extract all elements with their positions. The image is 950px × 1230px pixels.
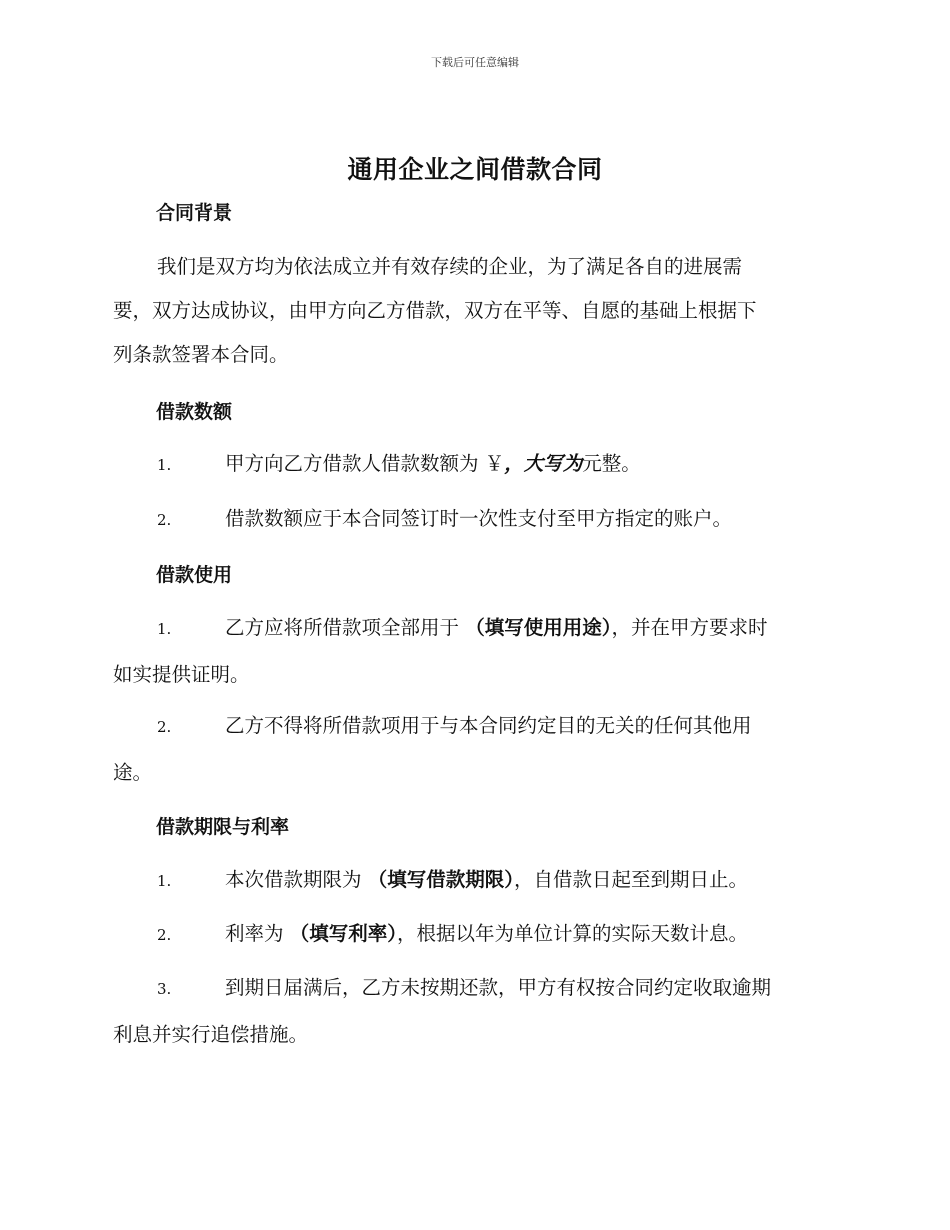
document-title: 通用企业之间借款合同 [347, 155, 603, 184]
list-number: 2. [157, 926, 172, 944]
section-heading-background: 合同背景 [156, 202, 233, 224]
use-restriction-line-2: 途。 [113, 761, 153, 784]
amount-item-1 [113, 441, 843, 488]
rate-text: 利率为 [225, 922, 290, 945]
term-placeholder: （填写借款期限） [367, 868, 514, 891]
list-number: 2. [157, 511, 172, 529]
use-restriction-text: 乙方不得将所借款项用于与本合同约定目的无关的任何其他用 [225, 714, 752, 737]
section-heading-use: 借款使用 [156, 564, 233, 586]
amount-item-2 [113, 496, 843, 543]
amount-unit-text: 元整。 [582, 452, 641, 475]
background-line-2: 要，双方达成协议，由甲方向乙方借款，双方在平等、自愿的基础上根据下 [113, 299, 757, 322]
use-purpose-placeholder: （填写使用用途） [465, 616, 612, 639]
use-text-line-2: 如实提供证明。 [113, 663, 250, 686]
section-heading-term: 借款期限与利率 [156, 816, 290, 838]
use-text: 乙方应将所借款项全部用于 [225, 616, 466, 639]
term-item-1 [113, 857, 843, 904]
section-heading-amount: 借款数额 [156, 401, 233, 423]
list-number: 3. [157, 980, 172, 998]
list-number: 1. [157, 620, 172, 638]
use-item-2 [113, 703, 843, 796]
background-paragraph [113, 245, 843, 377]
list-number: 1. [157, 456, 172, 474]
background-line-3: 列条款签署本合同。 [113, 343, 289, 366]
term-item-3 [113, 965, 843, 1058]
amount-payment-text: 借款数额应于本合同签订时一次性支付至甲方指定的账户。 [225, 507, 733, 530]
list-number: 2. [157, 718, 172, 736]
background-line-1: 我们是双方均为依法成立并有效存续的企业，为了满足各自的进展需 [157, 255, 743, 278]
rate-text-cont: ，根据以年为单位计算的实际天数计息。 [396, 922, 748, 945]
list-number: 1. [157, 872, 172, 890]
term-item-2 [113, 911, 843, 958]
amount-text: 甲方向乙方借款人借款数额为 ￥ [225, 452, 505, 475]
header-note: 下载后可任意编辑 [431, 56, 519, 69]
amount-capital-label: ，大写为 [504, 452, 583, 475]
overdue-text: 到期日届满后，乙方未按期还款，甲方有权按合同约定收取逾期 [225, 976, 772, 999]
use-item-1 [113, 605, 843, 698]
term-text-cont: ，自借款日起至到期日止。 [513, 868, 748, 891]
term-text: 本次借款期限为 [225, 868, 368, 891]
overdue-text-line-2: 利息并实行追偿措施。 [113, 1023, 309, 1046]
rate-placeholder: （填写利率） [289, 922, 397, 945]
use-text-cont: ，并在甲方要求时 [611, 616, 768, 639]
